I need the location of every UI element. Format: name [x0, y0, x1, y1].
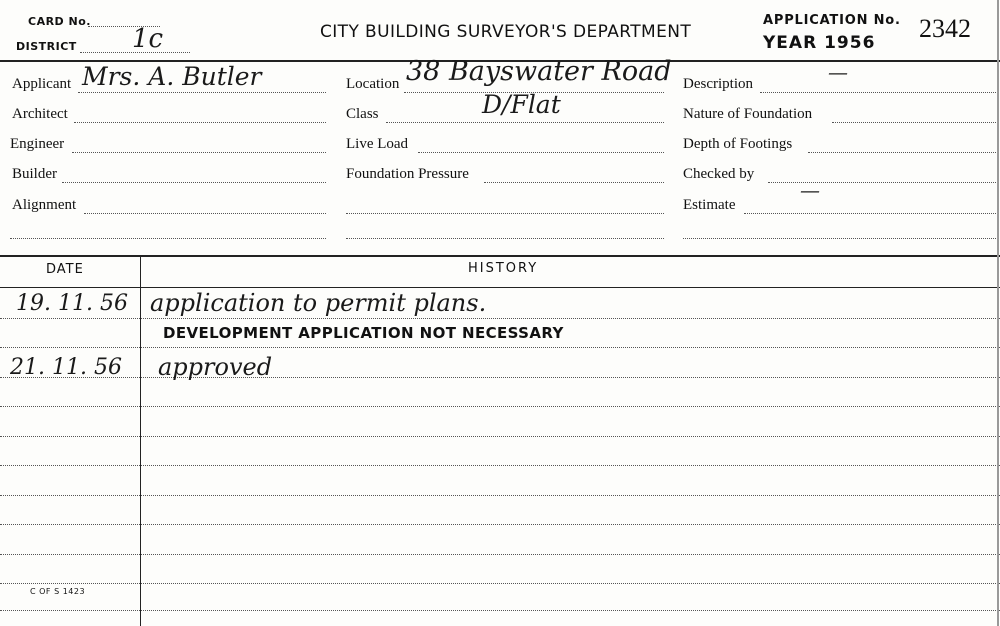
- card-edge: [997, 0, 999, 626]
- history-entry-date: 21. 11. 56: [10, 355, 122, 380]
- alignment-line: [84, 213, 326, 214]
- history-row-line: [0, 554, 1000, 555]
- nature-of-foundation-label: Nature of Foundation: [683, 106, 813, 122]
- date-column-divider: [140, 257, 141, 626]
- history-entry-text: application to permit plans.: [150, 289, 487, 317]
- depth-of-footings-line: [808, 152, 996, 153]
- form-code: C OF S 1423: [30, 587, 86, 596]
- history-row-line: [0, 436, 1000, 437]
- location-value: 38 Bayswater Road: [406, 56, 672, 87]
- description-label: Description: [683, 76, 753, 92]
- year-label: YEAR 1956: [763, 33, 876, 53]
- development-stamp: DEVELOPMENT APPLICATION NOT NECESSARY: [163, 324, 564, 342]
- applicant-line: [78, 92, 326, 93]
- description-line: [760, 92, 996, 93]
- history-row-line: [0, 495, 1000, 496]
- history-row-line: [0, 377, 1000, 378]
- column2-line-6: [346, 238, 664, 239]
- depth-of-footings-label: Depth of Footings: [683, 136, 793, 152]
- alignment-line-2: [10, 238, 326, 239]
- description-value: —: [828, 60, 848, 84]
- column3-line-6: [683, 238, 996, 239]
- history-row-line: [0, 318, 1000, 319]
- class-value: D/Flat: [482, 90, 561, 119]
- estimate-line: [744, 213, 996, 214]
- estimate-label: Estimate: [683, 197, 736, 213]
- engineer-line: [72, 152, 326, 153]
- district-value: 1c: [132, 24, 164, 54]
- engineer-label: Engineer: [10, 136, 65, 152]
- history-top-rule: [0, 255, 1000, 257]
- builder-line: [62, 182, 326, 183]
- history-entry-date: 19. 11. 56: [16, 291, 128, 316]
- class-line: [386, 122, 664, 123]
- architect-label: Architect: [12, 106, 68, 122]
- class-label: Class: [346, 106, 379, 122]
- history-header-rule: [0, 287, 1000, 288]
- foundation-pressure-line: [484, 182, 664, 183]
- architect-line: [74, 122, 326, 123]
- applicant-label: Applicant: [12, 76, 72, 92]
- live-load-label: Live Load: [346, 136, 409, 152]
- history-header: HISTORY: [468, 261, 539, 276]
- checked-by-label: Checked by: [683, 166, 755, 182]
- card-no-label: CARD No.: [28, 15, 91, 28]
- history-row-line: [0, 583, 1000, 584]
- column2-line-5: [346, 213, 664, 214]
- date-header: DATE: [46, 262, 84, 277]
- history-row-line: [0, 524, 1000, 525]
- district-label: DISTRICT: [16, 40, 77, 53]
- history-row-line: [0, 465, 1000, 466]
- history-entry-text: approved: [158, 353, 273, 381]
- application-number: 2342: [919, 14, 971, 43]
- nature-of-foundation-line: [832, 122, 996, 123]
- location-label: Location: [346, 76, 400, 92]
- foundation-pressure-label: Foundation Pressure: [346, 166, 469, 182]
- history-row-line: [0, 347, 1000, 348]
- live-load-line: [418, 152, 664, 153]
- alignment-label: Alignment: [12, 197, 77, 213]
- history-row-line: [0, 610, 1000, 611]
- department-title: CITY BUILDING SURVEYOR'S DEPARTMENT: [320, 22, 692, 42]
- estimate-value: —: [800, 178, 820, 202]
- history-row-line: [0, 406, 1000, 407]
- applicant-value: Mrs. A. Butler: [82, 62, 262, 91]
- application-no-label: APPLICATION No.: [763, 13, 901, 28]
- builder-label: Builder: [12, 166, 57, 182]
